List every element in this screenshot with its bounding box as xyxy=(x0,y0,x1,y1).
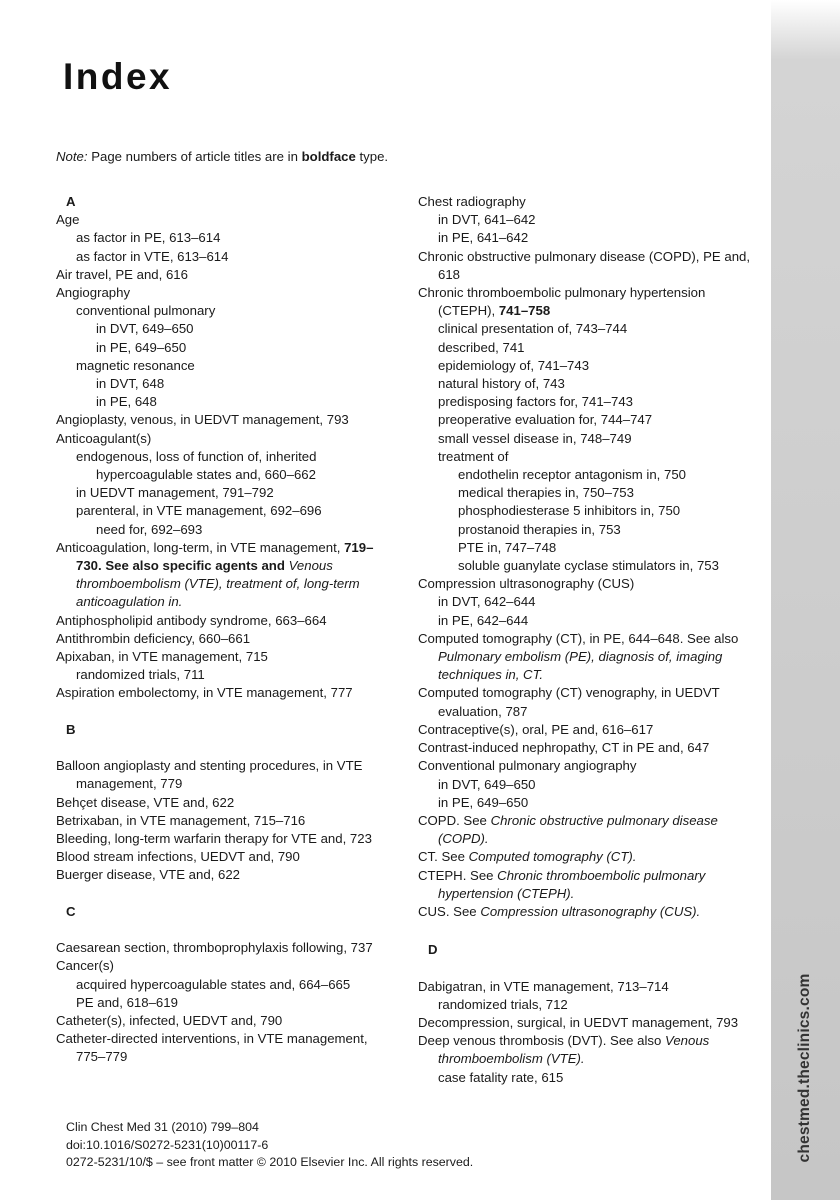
entry-text: described, 741 xyxy=(438,339,525,355)
entry-text: need for, 692–693 xyxy=(96,521,203,537)
entry-text: in DVT, 648 xyxy=(96,376,165,392)
entry-text: Catheter-directed interventions, in VTE management, 775–779 xyxy=(56,1031,368,1065)
index-entry xyxy=(56,521,396,539)
citation-line: Clin Chest Med 31 (2010) 799–804 xyxy=(66,1120,259,1134)
index-entry xyxy=(418,1014,763,1032)
entry-text: COPD. See xyxy=(418,812,487,828)
entry-page-bold: 719–730. xyxy=(76,539,374,574)
index-entry xyxy=(56,339,396,357)
entry-cross-ref: See also specific agents and xyxy=(105,558,285,574)
index-entry xyxy=(56,248,396,266)
index-entry xyxy=(56,484,396,502)
index-entry xyxy=(56,375,396,393)
index-entry xyxy=(56,302,396,320)
entry-text: Conventional pulmonary angiography xyxy=(418,758,637,774)
entry-text: Cancer(s) xyxy=(56,958,114,974)
entry-text: magnetic resonance xyxy=(76,357,195,373)
entry-text: as factor in VTE, 613–614 xyxy=(76,248,229,264)
entry-text: Chest radiography xyxy=(418,194,526,209)
entry-text: small vessel disease in, 748–749 xyxy=(438,430,632,446)
index-entry xyxy=(56,612,396,630)
index-entry xyxy=(56,957,396,975)
entry-text: Anticoagulation, long-term, in VTE management, xyxy=(56,539,341,555)
entry-see-ref: Venous thromboembolism (VTE). xyxy=(438,1033,710,1067)
note-bold-word: boldface xyxy=(301,149,356,164)
page-title: Index xyxy=(63,56,173,97)
entry-text: Chronic thromboembolic pulmonary hypertension (CTEPH), xyxy=(418,285,706,319)
index-entry xyxy=(56,229,396,247)
entry-text: Air travel, PE and, 616 xyxy=(56,266,188,282)
entry-see-ref: Chronic obstructive pulmonary disease (COPD). xyxy=(438,812,718,847)
index-entry xyxy=(56,393,396,411)
citation-footer xyxy=(66,1119,473,1172)
index-entry xyxy=(418,1069,763,1087)
index-entry xyxy=(418,794,763,812)
index-entry xyxy=(418,284,763,320)
index-entry xyxy=(56,411,396,429)
index-entry xyxy=(418,739,763,757)
entry-text: Behçet disease, VTE and, 622 xyxy=(56,794,235,810)
entry-text: Aspiration embolectomy, in VTE management, 777 xyxy=(56,685,353,701)
entry-text: in PE, 648 xyxy=(96,394,157,410)
entry-text: Contraceptive(s), oral, PE and, 616–617 xyxy=(418,721,654,737)
index-entry xyxy=(418,229,763,247)
index-entry xyxy=(418,867,763,903)
index-entry xyxy=(56,357,396,375)
spacer xyxy=(56,921,396,939)
index-entry xyxy=(418,996,763,1014)
index-entry xyxy=(418,484,763,502)
entry-text: PE and, 618–619 xyxy=(76,994,178,1010)
entry-text: acquired hypercoagulable states and, 664–665 xyxy=(76,976,351,992)
index-entry xyxy=(418,684,763,720)
spacer xyxy=(56,739,396,757)
index-entry xyxy=(56,939,396,957)
index-column-left xyxy=(56,193,396,1067)
index-entry xyxy=(56,211,396,229)
entry-text: in DVT, 642–644 xyxy=(438,594,536,610)
entry-text: Angiography xyxy=(56,285,131,300)
entry-text: Computed tomography (CT), in PE, 644–648. See also xyxy=(418,630,739,646)
entry-text: CUS. See xyxy=(418,903,477,919)
section-letter: B xyxy=(66,721,76,737)
entry-text: in PE, 642–644 xyxy=(438,612,529,628)
entry-text: in DVT, 649–650 xyxy=(438,776,536,792)
index-entry xyxy=(56,866,396,884)
index-entry xyxy=(56,502,396,520)
entry-text: predisposing factors for, 741–743 xyxy=(438,394,634,410)
index-entry xyxy=(418,539,763,557)
entry-text: Contrast-induced nephropathy, CT in PE and, 647 xyxy=(418,740,710,756)
doi-line: doi:10.1016/S0272-5231(10)00117-6 xyxy=(66,1137,269,1152)
section-letter: C xyxy=(66,903,76,919)
index-entry xyxy=(418,502,763,520)
index-entry xyxy=(56,794,396,812)
spacer xyxy=(418,959,763,977)
entry-text: in PE, 641–642 xyxy=(438,230,529,246)
section-letter: A xyxy=(66,194,76,209)
index-entry xyxy=(56,266,396,284)
note-label: Note: xyxy=(56,149,88,164)
journal-url[interactable]: chestmed.theclinics.com xyxy=(796,973,813,1163)
index-column-right xyxy=(418,193,763,1087)
note-text-end: type. xyxy=(359,149,389,164)
index-entry xyxy=(418,375,763,393)
index-entry xyxy=(56,448,396,484)
entry-text: CT. See xyxy=(418,849,465,865)
index-entry xyxy=(418,448,763,466)
index-entry xyxy=(418,575,763,593)
index-entry xyxy=(418,593,763,611)
entry-text: Antiphospholipid antibody syndrome, 663–664 xyxy=(56,612,327,628)
index-entry xyxy=(418,466,763,484)
index-entry xyxy=(418,193,763,211)
spacer xyxy=(56,885,396,903)
entry-text: as factor in PE, 613–614 xyxy=(76,230,221,246)
entry-text: preoperative evaluation for, 744–747 xyxy=(438,412,653,428)
index-entry xyxy=(418,1032,763,1068)
index-entry xyxy=(56,320,396,338)
index-entry xyxy=(418,848,763,866)
index-entry xyxy=(56,848,396,866)
spacer xyxy=(56,703,396,721)
entry-text: Apixaban, in VTE management, 715 xyxy=(56,649,268,665)
entry-text: treatment of xyxy=(438,448,509,464)
entry-text: Buerger disease, VTE and, 622 xyxy=(56,867,241,883)
entry-text: in DVT, 641–642 xyxy=(438,212,536,228)
spacer xyxy=(418,921,763,941)
index-entry xyxy=(56,684,396,702)
index-entry xyxy=(418,339,763,357)
index-entry xyxy=(56,994,396,1012)
index-entry xyxy=(418,978,763,996)
index-entry xyxy=(56,1030,396,1066)
entry-text: clinical presentation of, 743–744 xyxy=(438,321,628,337)
index-entry xyxy=(418,393,763,411)
index-entry xyxy=(418,776,763,794)
index-entry xyxy=(56,630,396,648)
entry-text: Deep venous thrombosis (DVT). See also xyxy=(418,1033,662,1049)
entry-text: Decompression, surgical, in UEDVT management, 793 xyxy=(418,1014,739,1030)
entry-see-ref: Venous thromboembolism (VTE), treatment of, long-term anticoagulation in. xyxy=(76,558,360,610)
entry-text: Balloon angioplasty and stenting procedures, in VTE management, 779 xyxy=(56,758,363,792)
entry-see-ref: Pulmonary embolism (PE), diagnosis of, imaging techniques in, CT. xyxy=(438,649,723,683)
section-letter: D xyxy=(428,942,438,958)
index-entry xyxy=(56,812,396,830)
index-entry xyxy=(56,976,396,994)
entry-text: Caesarean section, thromboprophylaxis following, 737 xyxy=(56,940,373,956)
index-entry xyxy=(56,284,396,302)
index-entry xyxy=(418,411,763,429)
entry-text: Chronic obstructive pulmonary disease (COPD), PE and, 618 xyxy=(418,248,751,282)
index-entry xyxy=(56,430,396,448)
entry-text: Catheter(s), infected, UEDVT and, 790 xyxy=(56,1013,283,1029)
entry-text: randomized trials, 712 xyxy=(438,996,568,1012)
entry-text: endothelin receptor antagonism in, 750 xyxy=(458,467,687,483)
index-entry xyxy=(418,812,763,848)
entry-text: Compression ultrasonography (CUS) xyxy=(418,576,635,592)
entry-text: Betrixaban, in VTE management, 715–716 xyxy=(56,812,306,828)
index-entry xyxy=(418,521,763,539)
entry-text: Bleeding, long-term warfarin therapy for VTE and, 723 xyxy=(56,831,372,847)
entry-text: Antithrombin deficiency, 660–661 xyxy=(56,630,251,646)
entry-text: in DVT, 649–650 xyxy=(96,321,194,337)
entry-text: in UEDVT management, 791–792 xyxy=(76,485,274,501)
entry-text: prostanoid therapies in, 753 xyxy=(458,521,621,537)
index-entry xyxy=(418,757,763,775)
entry-text: Dabigatran, in VTE management, 713–714 xyxy=(418,978,669,994)
index-entry xyxy=(56,1012,396,1030)
index-entry xyxy=(56,830,396,848)
index-note xyxy=(56,149,388,164)
index-entry xyxy=(56,666,396,684)
entry-see-ref: Chronic thromboembolic pulmonary hypertension (CTEPH). xyxy=(438,867,706,901)
entry-text: Age xyxy=(56,212,80,228)
entry-text: conventional pulmonary xyxy=(76,303,216,319)
entry-text: in PE, 649–650 xyxy=(438,794,529,810)
entry-text: PTE in, 747–748 xyxy=(458,539,557,555)
index-entry xyxy=(418,320,763,338)
index-entry xyxy=(418,557,763,575)
entry-page-bold: 741–758 xyxy=(498,303,551,319)
entry-text: epidemiology of, 741–743 xyxy=(438,357,590,373)
entry-see-ref: Compression ultrasonography (CUS). xyxy=(480,903,701,919)
index-entry xyxy=(418,211,763,229)
index-entry xyxy=(418,430,763,448)
index-entry xyxy=(56,648,396,666)
entry-text: Angioplasty, venous, in UEDVT management, 793 xyxy=(56,412,349,428)
entry-text: parenteral, in VTE management, 692–696 xyxy=(76,503,322,519)
index-entry xyxy=(418,721,763,739)
entry-text: medical therapies in, 750–753 xyxy=(458,485,634,501)
entry-text: endogenous, loss of function of, inherited hypercoagulable states and, 660–662 xyxy=(76,448,317,483)
entry-text: Anticoagulant(s) xyxy=(56,430,152,446)
entry-text: CTEPH. See xyxy=(418,867,494,883)
index-entry xyxy=(418,248,763,284)
entry-text: Computed tomography (CT) venography, in UEDVT evaluation, 787 xyxy=(418,685,720,719)
entry-text: soluble guanylate cyclase stimulators in, 753 xyxy=(458,558,719,574)
index-entry xyxy=(418,630,763,685)
entry-text: in PE, 649–650 xyxy=(96,339,187,355)
index-entry xyxy=(56,539,396,612)
index-entry xyxy=(418,903,763,921)
index-entry xyxy=(56,757,396,793)
index-entry xyxy=(418,357,763,375)
entry-text: Blood stream infections, UEDVT and, 790 xyxy=(56,849,300,865)
note-text: Page numbers of article titles are in xyxy=(91,149,298,164)
copyright-line: 0272-5231/10/$ – see front matter © 2010 Elsevier Inc. All rights reserved. xyxy=(66,1155,474,1169)
entry-see-ref: Computed tomography (CT). xyxy=(468,849,637,865)
entry-text: randomized trials, 711 xyxy=(76,667,205,683)
index-entry xyxy=(418,612,763,630)
entry-text: natural history of, 743 xyxy=(438,376,565,392)
entry-text: phosphodiesterase 5 inhibitors in, 750 xyxy=(458,503,681,519)
entry-text: case fatality rate, 615 xyxy=(438,1069,564,1085)
